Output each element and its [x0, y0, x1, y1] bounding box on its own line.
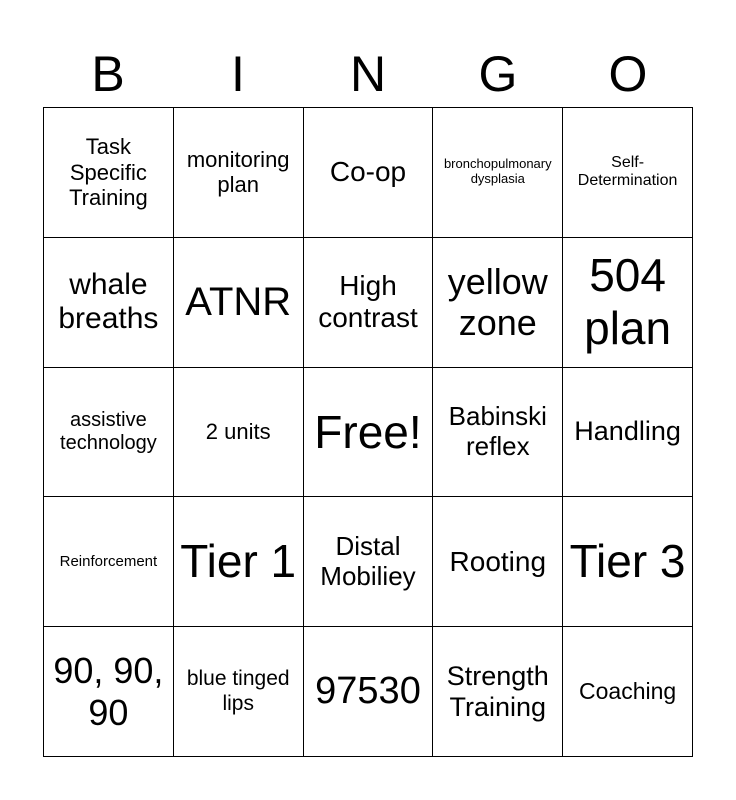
bingo-cell[interactable]: [44, 627, 174, 757]
bingo-card-grid: [43, 107, 693, 757]
bingo-cell-text: 90, 90, 90: [53, 650, 164, 733]
bingo-cell-text: Tier 1: [180, 535, 297, 588]
bingo-cell-text: bronchopulmonary dysplasia: [443, 156, 552, 187]
header-letter-n: N: [349, 46, 387, 102]
bingo-cell-text: Distal Mobiliey: [320, 530, 416, 591]
bingo-cell[interactable]: [174, 108, 304, 238]
bingo-cell-text: assistive technology: [60, 408, 157, 454]
bingo-cell-text: Tier 3: [569, 535, 686, 588]
bingo-cell-text: 2 units: [205, 419, 271, 445]
bingo-cell-text: 504 plan: [584, 249, 672, 355]
bingo-cell[interactable]: [44, 497, 174, 627]
bingo-cell-text: Babinski reflex: [448, 401, 547, 461]
bingo-cell-text: whale breaths: [58, 267, 159, 336]
bingo-cell-text: Reinforcement: [59, 553, 158, 571]
bingo-cell[interactable]: [563, 497, 693, 627]
bingo-cell-text: ATNR: [185, 280, 292, 325]
bingo-cell-text: yellow zone: [447, 260, 548, 344]
bingo-cell[interactable]: [563, 368, 693, 498]
bingo-cell[interactable]: [174, 497, 304, 627]
bingo-cell[interactable]: [174, 238, 304, 368]
bingo-cell[interactable]: [44, 238, 174, 368]
header-letter-o: O: [608, 46, 648, 102]
bingo-header: [43, 40, 693, 108]
bingo-cell-text: blue tinged lips: [186, 667, 290, 715]
bingo-cell[interactable]: [563, 627, 693, 757]
bingo-cell-text: Task Specific Training: [69, 134, 148, 211]
bingo-cell-text: Handling: [574, 416, 681, 447]
bingo-cell[interactable]: [433, 238, 563, 368]
bingo-cell-text: High contrast: [318, 270, 418, 334]
bingo-cell[interactable]: [44, 368, 174, 498]
header-letter-i: I: [231, 46, 245, 102]
bingo-cell[interactable]: [174, 627, 304, 757]
bingo-cell-text: Self-Determination: [577, 154, 678, 190]
bingo-cell[interactable]: [433, 627, 563, 757]
bingo-cell[interactable]: [563, 238, 693, 368]
bingo-cell[interactable]: [304, 238, 434, 368]
bingo-cell[interactable]: [304, 497, 434, 627]
header-letter-g: G: [478, 46, 518, 102]
bingo-cell-text: Free!: [314, 405, 422, 458]
bingo-cell[interactable]: [304, 108, 434, 238]
bingo-cell-text: Coaching: [579, 678, 677, 705]
bingo-cell[interactable]: [563, 108, 693, 238]
bingo-cell[interactable]: [304, 368, 434, 498]
bingo-cell[interactable]: [433, 368, 563, 498]
bingo-cell[interactable]: [433, 108, 563, 238]
header-letter-b: B: [91, 46, 125, 102]
bingo-cell-text: Rooting: [449, 545, 547, 577]
bingo-cell-text: Strength Training: [446, 660, 549, 722]
bingo-cell-text: 97530: [315, 669, 421, 712]
bingo-cell[interactable]: [433, 497, 563, 627]
bingo-cell[interactable]: [304, 627, 434, 757]
bingo-cell-text: monitoring plan: [186, 147, 290, 198]
bingo-cell[interactable]: [44, 108, 174, 238]
bingo-cell-text: Co-op: [329, 156, 407, 188]
bingo-cell[interactable]: [174, 368, 304, 498]
